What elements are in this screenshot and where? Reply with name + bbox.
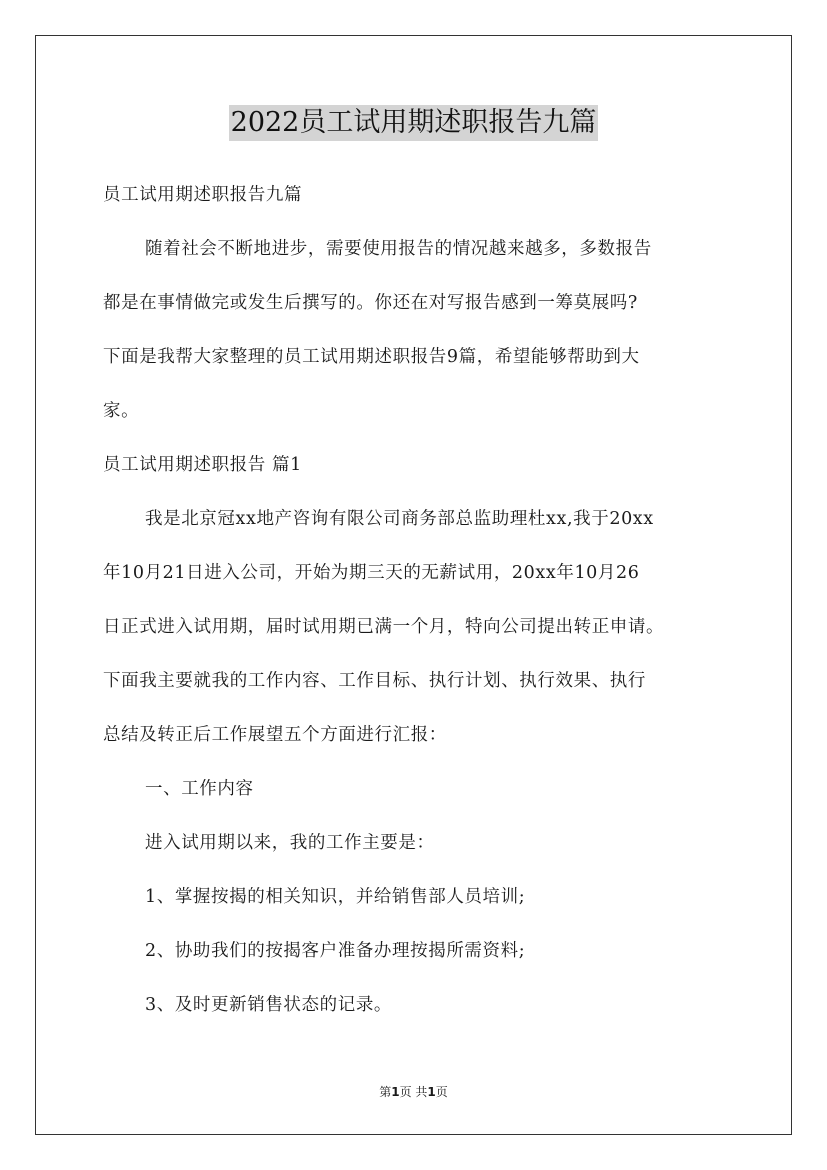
title-container xyxy=(0,105,827,141)
subtitle-line: 员工试用期述职报告九篇 xyxy=(103,185,303,205)
paragraph-line: 我是北京冠xx地产咨询有限公司商务部总监助理杜xx,我于20xx xyxy=(145,509,654,529)
section-heading: 员工试用期述职报告 篇1 xyxy=(103,455,302,475)
document-title: 2022员工试用期述职报告九篇 xyxy=(229,105,599,141)
subsection-heading: 一、工作内容 xyxy=(145,779,254,799)
paragraph-line: 家。 xyxy=(103,401,140,421)
page-total: 1 xyxy=(427,1085,436,1099)
paragraph-line: 下面是我帮大家整理的员工试用期述职报告9篇，希望能够帮助到大 xyxy=(103,347,640,367)
paragraph-line: 年10月21日进入公司，开始为期三天的无薪试用，20xx年10月26 xyxy=(103,563,640,583)
list-item: 1、掌握按揭的相关知识，并给销售部人员培训; xyxy=(145,887,526,907)
paragraph-line: 下面我主要就我的工作内容、工作目标、执行计划、执行效果、执行 xyxy=(103,671,646,691)
page-footer xyxy=(0,1084,827,1100)
paragraph-line: 总结及转正后工作展望五个方面进行汇报： xyxy=(103,725,447,745)
list-item: 2、协助我们的按揭客户准备办理按揭所需资料; xyxy=(145,941,526,961)
list-item: 3、及时更新销售状态的记录。 xyxy=(145,995,393,1015)
paragraph-line: 都是在事情做完或发生后撰写的。你还在对写报告感到一筹莫展吗? xyxy=(103,293,638,313)
page-mid: 页 共 xyxy=(399,1085,428,1099)
page-number: 1 xyxy=(391,1085,400,1099)
paragraph-line: 进入试用期以来，我的工作主要是： xyxy=(145,833,435,853)
paragraph-line: 随着社会不断地进步，需要使用报告的情况越来越多，多数报告 xyxy=(145,239,652,259)
page-suffix: 页 xyxy=(435,1085,448,1099)
paragraph-line: 日正式进入试用期，届时试用期已满一个月，特向公司提出转正申请。 xyxy=(103,617,665,637)
page-prefix: 第 xyxy=(379,1085,392,1099)
